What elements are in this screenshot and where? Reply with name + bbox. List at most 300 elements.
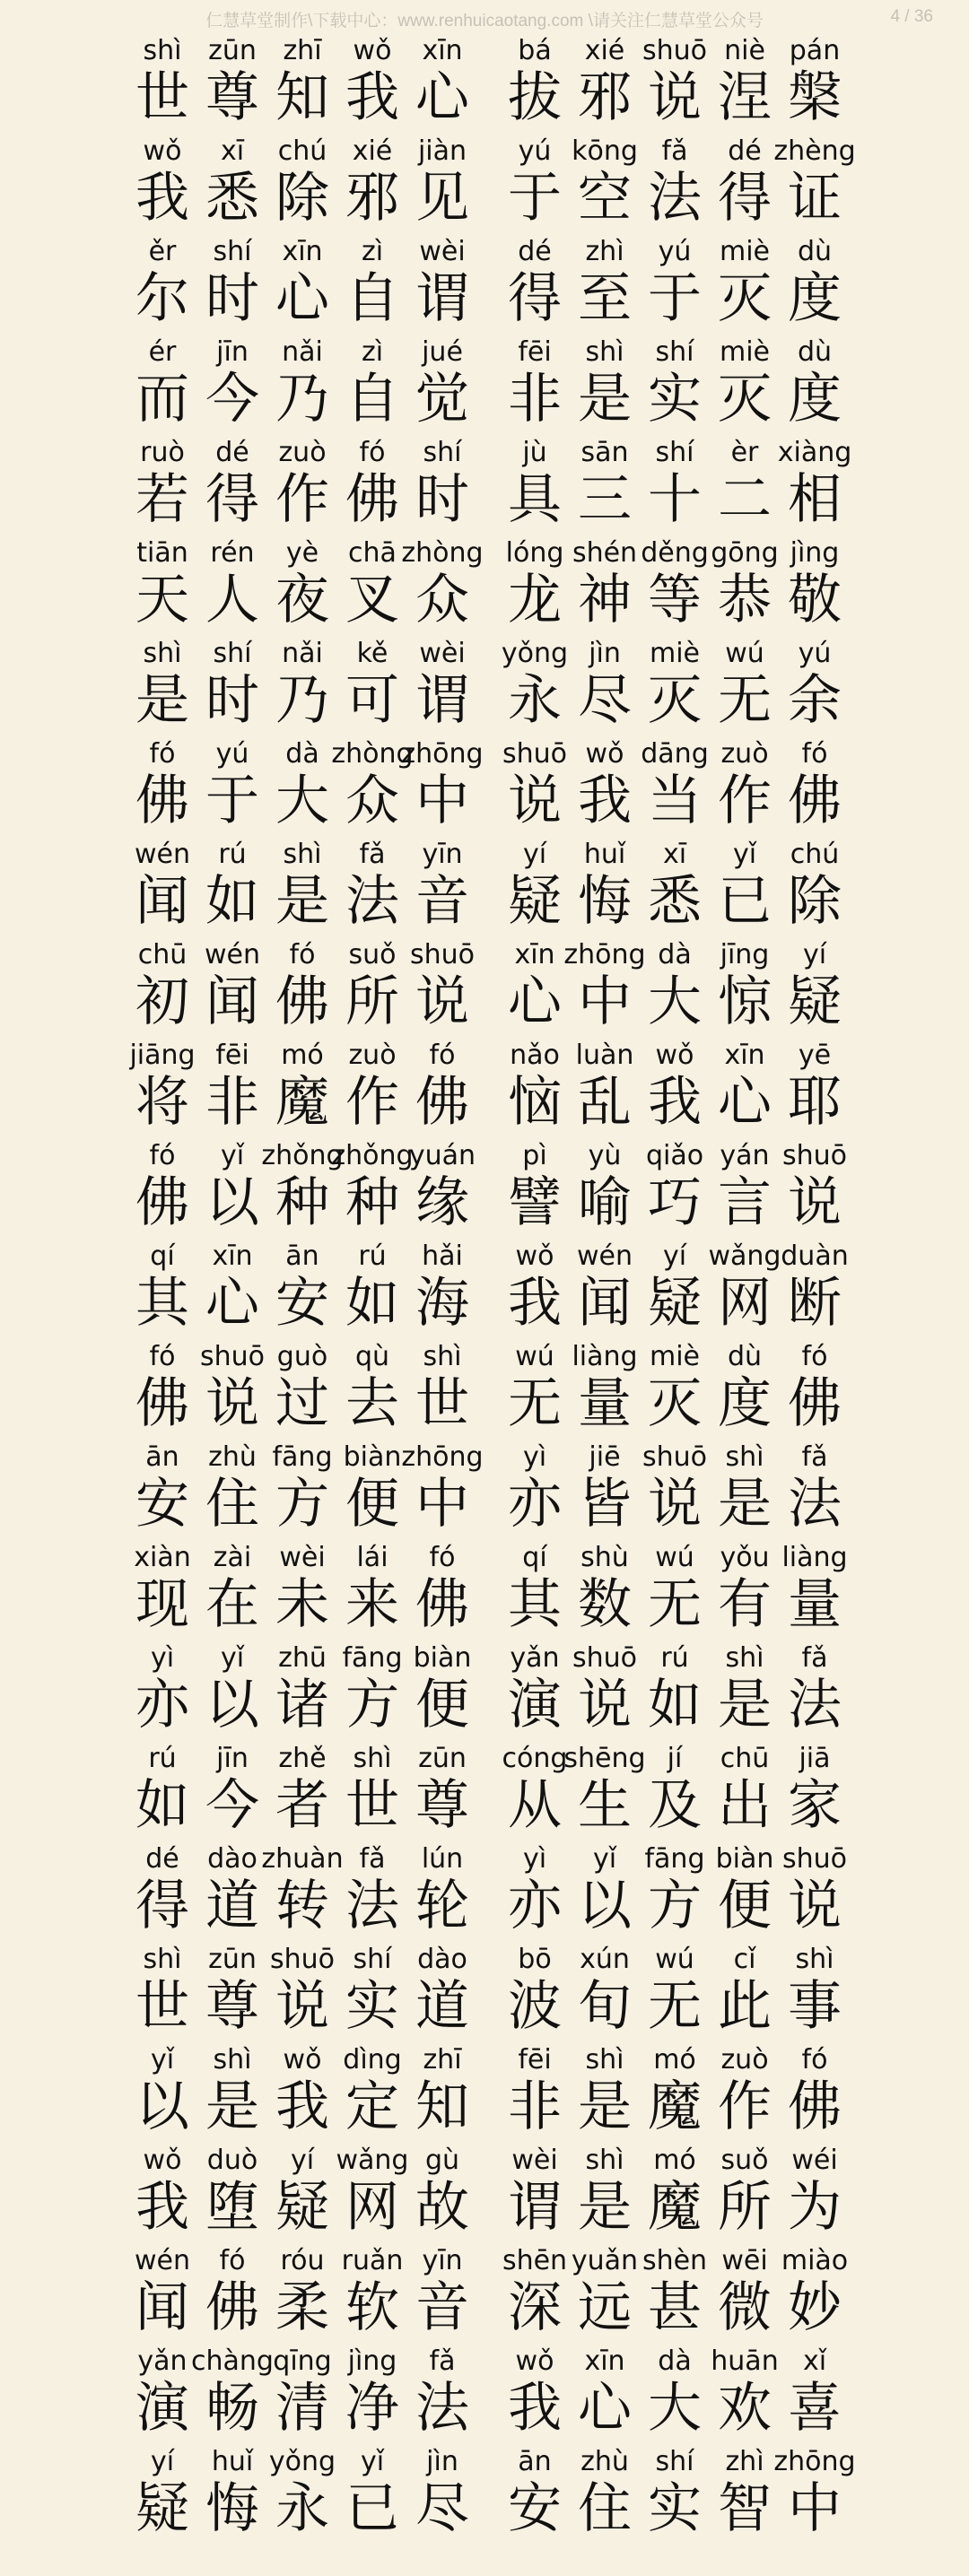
verse-row: [0, 1945, 969, 2045]
verse-line-left: [130, 136, 507, 237]
hanzi: 欢: [718, 2377, 772, 2440]
character-cell: [270, 337, 335, 438]
hanzi: 敬: [788, 569, 842, 631]
hanzi: 我: [275, 2076, 329, 2138]
pinyin: yīn: [422, 2245, 463, 2276]
character-cell: [502, 940, 567, 1040]
hanzi: 深: [508, 2276, 562, 2339]
character-cell: [572, 1442, 637, 1543]
hanzi: 二: [718, 468, 772, 531]
pinyin: yǐ: [360, 2446, 385, 2477]
hanzi: 道: [205, 1875, 259, 1937]
pinyin: zūn: [418, 1743, 467, 1774]
hanzi: 从: [508, 1774, 562, 1837]
pinyin: èr: [730, 437, 759, 468]
hanzi: 音: [415, 2276, 469, 2339]
pinyin: zhòng: [331, 738, 414, 770]
pinyin: pì: [522, 1140, 547, 1171]
hanzi: 于: [205, 770, 259, 832]
character-cell: [563, 1743, 646, 1844]
hanzi: 邪: [345, 167, 399, 230]
hanzi: 得: [718, 167, 772, 230]
verse-line-right: [502, 1643, 879, 1744]
verse-line-right: [502, 1241, 879, 1342]
verse-line-left: [130, 1744, 507, 1844]
verse-line-right: [502, 136, 879, 237]
pinyin: rú: [148, 1743, 177, 1774]
character-cell: [200, 940, 265, 1040]
character-cell: [270, 940, 335, 1040]
hanzi: 是: [135, 669, 189, 732]
verse-row: [0, 1141, 969, 1241]
hanzi: 实: [345, 1975, 399, 2038]
pinyin: dù: [797, 236, 833, 267]
character-cell: [782, 538, 847, 639]
pinyin: xī: [220, 135, 245, 167]
character-cell: [200, 739, 265, 840]
pinyin: qīng: [273, 2345, 332, 2377]
character-cell: [340, 940, 405, 1040]
hanzi: 出: [718, 1774, 772, 1837]
pinyin: shuō: [269, 1944, 335, 1975]
pinyin: yì: [522, 1843, 547, 1875]
pinyin: wèi: [511, 2145, 558, 2176]
pinyin: guò: [276, 1341, 328, 1372]
verse-line-left: [130, 1844, 507, 1945]
character-cell: [773, 2446, 856, 2547]
hanzi: 得: [135, 1875, 189, 1937]
hanzi: 安: [135, 1473, 189, 1536]
hanzi: 心: [718, 1071, 772, 1134]
pinyin: yǒng: [501, 638, 569, 669]
pinyin: zhōng: [563, 939, 646, 970]
hanzi: 已: [718, 870, 772, 933]
character-cell: [340, 1442, 405, 1543]
pinyin: chú: [790, 839, 840, 870]
pinyin: dà: [658, 2345, 692, 2377]
pinyin: yīn: [422, 839, 463, 870]
character-cell: [410, 840, 475, 940]
character-cell: [782, 840, 847, 940]
character-cell: [130, 1543, 195, 1643]
hanzi: 为: [788, 2176, 842, 2239]
pinyin: shuō: [781, 1843, 847, 1875]
hanzi: 佛: [135, 1171, 189, 1234]
character-cell: [270, 2246, 335, 2346]
hanzi: 于: [508, 167, 562, 230]
hanzi: 网: [718, 1272, 772, 1335]
pinyin: lún: [421, 1843, 464, 1875]
hanzi: 是: [718, 1473, 772, 1536]
pinyin: zhù: [208, 1441, 257, 1473]
pinyin: qí: [150, 1240, 175, 1272]
pinyin: yì: [150, 1642, 175, 1674]
character-cell: [340, 1543, 405, 1643]
character-cell: [200, 1543, 265, 1643]
hanzi: 佛: [788, 2076, 842, 2138]
pinyin: suǒ: [720, 2145, 769, 2176]
character-cell: [782, 2045, 847, 2145]
character-cell: [200, 840, 265, 940]
character-cell: [572, 1241, 637, 1342]
hanzi: 心: [205, 1272, 259, 1335]
pinyin: wén: [576, 1240, 633, 1272]
character-cell: [572, 1945, 637, 2045]
verse-row: [0, 1342, 969, 1442]
pinyin: shí: [655, 437, 694, 468]
character-cell: [340, 136, 405, 237]
character-cell: [130, 2447, 195, 2547]
character-cell: [712, 2045, 777, 2145]
hanzi: 度: [788, 267, 842, 330]
hanzi: 已: [345, 2477, 399, 2540]
character-cell: [642, 538, 707, 639]
pinyin: hǎi: [422, 1240, 463, 1272]
hanzi: 可: [345, 669, 399, 732]
character-cell: [777, 437, 852, 538]
hanzi: 是: [578, 2076, 632, 2138]
pinyin: tiān: [136, 537, 188, 569]
character-cell: [270, 1945, 335, 2045]
hanzi: 法: [648, 167, 702, 230]
hanzi: 得: [508, 267, 562, 330]
character-cell: [782, 639, 847, 739]
hanzi: 知: [415, 2076, 469, 2138]
character-cell: [336, 2145, 409, 2246]
pinyin: yí: [662, 1240, 687, 1272]
pinyin: ān: [285, 1240, 319, 1272]
character-cell: [642, 739, 707, 840]
pinyin: wǒ: [353, 35, 392, 66]
character-cell: [782, 237, 847, 337]
hanzi: 过: [275, 1372, 329, 1435]
pinyin: shì: [423, 1341, 462, 1372]
character-cell: [642, 840, 707, 940]
hanzi: 自: [345, 267, 399, 330]
pinyin: ěr: [148, 236, 177, 267]
character-cell: [200, 1744, 265, 1844]
character-cell: [410, 940, 475, 1040]
hanzi: 妙: [788, 2276, 842, 2339]
character-cell: [200, 237, 265, 337]
hanzi: 槃: [788, 66, 842, 129]
character-cell: [502, 1844, 567, 1945]
character-cell: [502, 136, 567, 237]
character-cell: [572, 538, 637, 639]
hanzi: 灭: [648, 669, 702, 732]
hanzi: 众: [345, 770, 399, 832]
character-cell: [270, 2346, 335, 2447]
pinyin: shù: [581, 1542, 629, 1573]
character-cell: [270, 136, 335, 237]
header-source-text: 仁慧草堂制作\下载中心：www.renhuicaotang.com \请关注仁慧草堂公众号: [205, 12, 764, 30]
character-cell: [712, 1442, 777, 1543]
hanzi: 我: [508, 2377, 562, 2440]
verse-row: [0, 940, 969, 1040]
hanzi: 而: [135, 368, 189, 431]
pinyin: yì: [522, 1441, 547, 1473]
pinyin: zhōng: [401, 1441, 484, 1473]
pinyin: fó: [429, 1542, 456, 1573]
character-cell: [712, 136, 777, 237]
hanzi: 魔: [275, 1071, 329, 1134]
hanzi: 法: [345, 870, 399, 933]
character-cell: [130, 1141, 195, 1241]
character-cell: [642, 36, 707, 136]
character-cell: [270, 1744, 335, 1844]
character-cell: [712, 1643, 777, 1744]
hanzi: 悔: [205, 2477, 259, 2540]
character-cell: [502, 337, 567, 438]
verse-row: [0, 538, 969, 639]
pinyin: jù: [522, 437, 547, 468]
verse-line-left: [130, 1040, 507, 1141]
character-cell: [401, 1441, 484, 1543]
hanzi: 大: [648, 2377, 702, 2440]
character-cell: [130, 337, 195, 438]
hanzi: 安: [275, 1272, 329, 1335]
hanzi: 演: [135, 2377, 189, 2440]
page-number: 4 / 36: [890, 7, 933, 26]
pinyin: xīn: [514, 939, 555, 970]
hanzi: 来: [345, 1573, 399, 1636]
hanzi: 种: [275, 1171, 329, 1234]
pinyin: jìn: [589, 638, 621, 669]
hanzi: 有: [718, 1573, 772, 1636]
verse-line-right: [502, 639, 879, 739]
character-cell: [270, 438, 335, 538]
hanzi: 清: [275, 2377, 329, 2440]
character-cell: [200, 1945, 265, 2045]
hanzi: 轮: [415, 1875, 469, 1937]
pinyin: xiàng: [777, 437, 852, 468]
character-cell: [270, 1442, 335, 1543]
hanzi: 喜: [788, 2377, 842, 2440]
hanzi: 佛: [415, 1573, 469, 1636]
pinyin: wén: [134, 2245, 190, 2276]
character-cell: [130, 1342, 195, 1442]
hanzi: 闻: [578, 1272, 632, 1335]
hanzi: 住: [205, 1473, 259, 1536]
character-cell: [572, 1342, 637, 1442]
verse-line-left: [130, 1543, 507, 1643]
hanzi: 法: [345, 1875, 399, 1937]
character-cell: [200, 639, 265, 739]
verse-line-right: [502, 2145, 879, 2246]
hanzi: 我: [345, 66, 399, 129]
verse-row: [0, 639, 969, 739]
hanzi: 亦: [135, 1674, 189, 1736]
hanzi: 无: [648, 1573, 702, 1636]
pinyin: zuò: [720, 738, 769, 770]
hanzi: 至: [578, 267, 632, 330]
pinyin: zuò: [720, 2044, 769, 2076]
hanzi: 尊: [415, 1774, 469, 1837]
hanzi: 缘: [415, 1171, 469, 1234]
verse-line-left: [130, 1141, 507, 1241]
pinyin: yǐ: [220, 1642, 245, 1674]
verse-row: [0, 1040, 969, 1141]
character-cell: [502, 1241, 567, 1342]
verse-row: [0, 2246, 969, 2346]
character-cell: [270, 1241, 335, 1342]
hanzi: 佛: [415, 1071, 469, 1134]
hanzi: 佛: [135, 1372, 189, 1435]
character-cell: [572, 1141, 637, 1241]
character-cell: [410, 2045, 475, 2145]
hanzi: 证: [788, 167, 842, 230]
verse-line-left: [130, 739, 507, 840]
character-cell: [712, 237, 777, 337]
pinyin: shí: [655, 2446, 694, 2477]
verse-line-right: [502, 1342, 879, 1442]
hanzi: 十: [648, 468, 702, 531]
hanzi: 魔: [648, 2176, 702, 2239]
hanzi: 疑: [508, 870, 562, 933]
pinyin: zūn: [208, 1944, 257, 1975]
hanzi: 实: [648, 368, 702, 431]
character-cell: [340, 237, 405, 337]
pinyin: wéi: [791, 2145, 838, 2176]
character-cell: [410, 2145, 475, 2246]
character-cell: [572, 438, 637, 538]
pinyin: xié: [352, 135, 393, 167]
hanzi: 言: [718, 1171, 772, 1234]
character-cell: [401, 537, 484, 639]
character-cell: [130, 237, 195, 337]
character-cell: [572, 237, 637, 337]
hanzi: 住: [578, 2477, 632, 2540]
verse-line-right: [502, 337, 879, 438]
character-cell: [270, 639, 335, 739]
pinyin: zūn: [208, 35, 257, 66]
pinyin: zuò: [348, 1040, 397, 1071]
hanzi: 我: [508, 1272, 562, 1335]
character-cell: [331, 738, 414, 840]
pinyin: wǎng: [708, 1240, 781, 1272]
character-cell: [261, 1843, 344, 1945]
pinyin: qù: [354, 1341, 390, 1372]
character-cell: [200, 1040, 265, 1141]
hanzi: 于: [648, 267, 702, 330]
hanzi: 初: [135, 970, 189, 1033]
character-cell: [200, 1442, 265, 1543]
verse-line-right: [502, 538, 879, 639]
pinyin: zhèng: [773, 135, 856, 167]
hanzi: 佛: [275, 970, 329, 1033]
hanzi: 说: [578, 1674, 632, 1736]
pinyin: shén: [572, 537, 638, 569]
pinyin: zhōng: [773, 2446, 856, 2477]
hanzi: 法: [788, 1674, 842, 1736]
hanzi: 去: [345, 1372, 399, 1435]
pinyin: zhì: [725, 2446, 764, 2477]
character-cell: [130, 1442, 195, 1543]
hanzi: 叉: [345, 569, 399, 631]
hanzi: 得: [205, 468, 259, 531]
character-cell: [340, 538, 405, 639]
hanzi: 除: [788, 870, 842, 933]
pinyin: ruò: [140, 437, 185, 468]
hanzi: 尽: [415, 2477, 469, 2540]
character-cell: [782, 1643, 847, 1744]
character-cell: [782, 1141, 847, 1241]
hanzi: 心: [415, 66, 469, 129]
pinyin: biàn: [715, 1843, 774, 1875]
hanzi: 闻: [135, 2276, 189, 2339]
verse-row: [0, 1442, 969, 1543]
character-cell: [712, 1844, 777, 1945]
pinyin: xiàn: [134, 1542, 191, 1573]
hanzi: 中: [415, 770, 469, 832]
pinyin: zhī: [283, 35, 322, 66]
pinyin: zhū: [278, 1642, 327, 1674]
pinyin: fó: [801, 2044, 828, 2076]
pinyin: shuō: [642, 35, 707, 66]
hanzi: 甚: [648, 2276, 702, 2339]
character-cell: [200, 1844, 265, 1945]
hanzi: 定: [345, 2076, 399, 2138]
hanzi: 方: [648, 1875, 702, 1937]
character-cell: [130, 538, 195, 639]
character-cell: [130, 1040, 195, 1141]
character-cell: [642, 2145, 707, 2246]
pinyin: fāng: [644, 1843, 705, 1875]
hanzi: 断: [788, 1272, 842, 1335]
pinyin: shì: [725, 1642, 764, 1674]
character-cell: [502, 1442, 567, 1543]
character-cell: [712, 2246, 777, 2346]
character-cell: [340, 2447, 405, 2547]
hanzi: 今: [205, 1774, 259, 1837]
hanzi: 以: [135, 2076, 189, 2138]
pinyin: dào: [417, 1944, 467, 1975]
character-cell: [782, 1342, 847, 1442]
pinyin: yǐ: [220, 1140, 245, 1171]
hanzi: 故: [415, 2176, 469, 2239]
pinyin: rú: [660, 1642, 689, 1674]
pinyin: shèn: [642, 2245, 708, 2276]
hanzi: 我: [135, 167, 189, 230]
pinyin: jìng: [790, 537, 840, 569]
hanzi: 作: [718, 770, 772, 832]
pinyin: wú: [655, 1944, 694, 1975]
pinyin: shì: [795, 1944, 834, 1975]
hanzi: 知: [275, 66, 329, 129]
hanzi: 佛: [135, 770, 189, 832]
character-cell: [340, 1643, 405, 1744]
pinyin: yán: [720, 1140, 770, 1171]
pinyin: chàng: [191, 2345, 274, 2377]
verse-line-right: [502, 940, 879, 1040]
character-cell: [410, 1744, 475, 1844]
verse-row: [0, 1643, 969, 1744]
character-cell: [502, 438, 567, 538]
pinyin: wǒ: [143, 2145, 182, 2176]
character-cell: [782, 1844, 847, 1945]
character-cell: [642, 1844, 707, 1945]
character-cell: [642, 639, 707, 739]
hanzi: 如: [135, 1774, 189, 1837]
verse-row: [0, 337, 969, 438]
hanzi: 众: [415, 569, 469, 631]
verse-line-right: [502, 2346, 879, 2447]
character-cell: [782, 1543, 847, 1643]
hanzi: 尊: [205, 1975, 259, 2038]
character-cell: [563, 939, 646, 1040]
character-cell: [642, 2447, 707, 2547]
hanzi: 现: [135, 1573, 189, 1636]
